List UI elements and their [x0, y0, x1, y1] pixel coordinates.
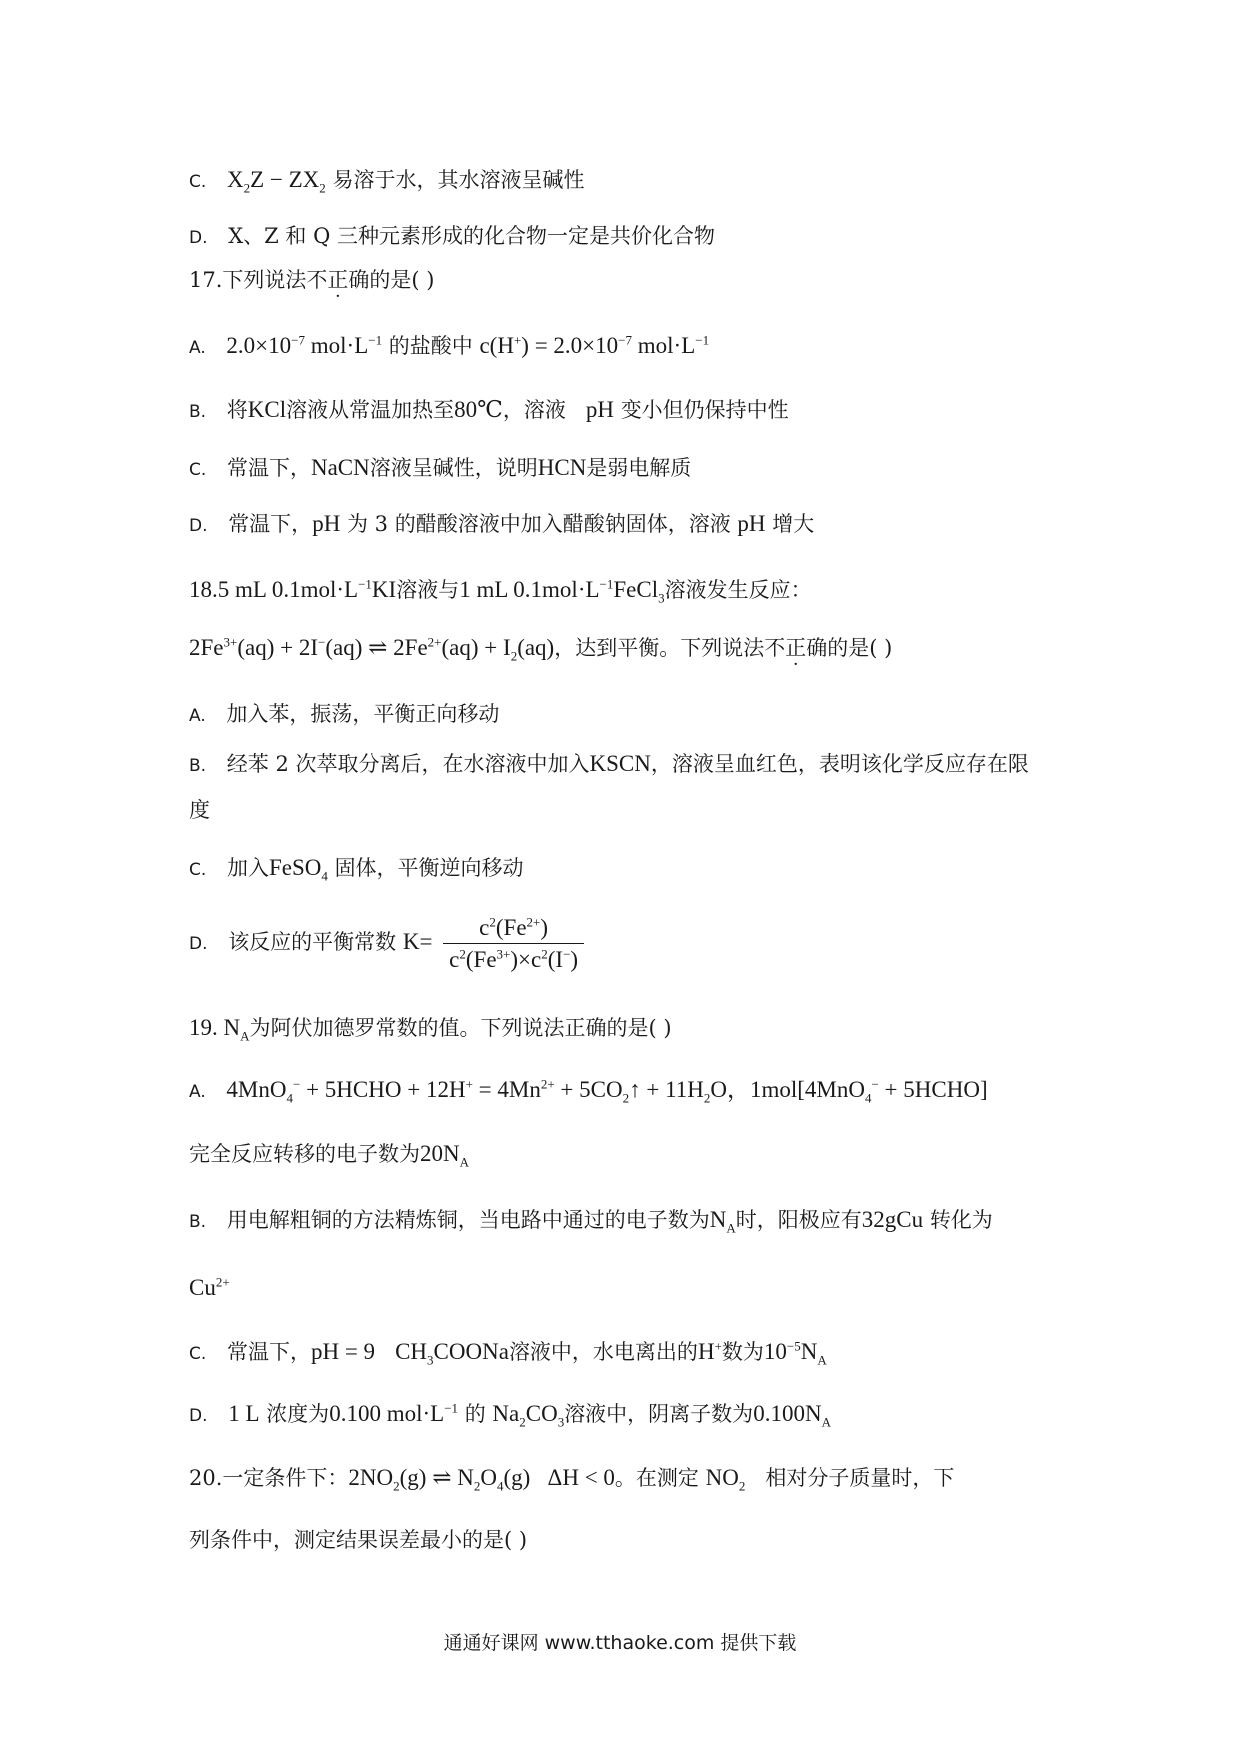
footer-source: 通通好课网 www.tthaoke.com 提供下载 [443, 1632, 797, 1654]
q20-stem-cont: 列条件中，测定结果误差最小的是( ) [189, 1528, 528, 1552]
equilibrium-fraction: $\frac{c^2(Fe^{2+})}{c^2(Fe^{3+})\times c^2(I^-)}$ [443, 916, 584, 971]
q19-option-b-cont: $Cu^{2+}$ [189, 1274, 230, 1300]
option-label: B. [189, 756, 207, 776]
q19-stem: 19. $N_A$为阿伏加德罗常数的值。下列说法正确的是( ) [189, 1015, 672, 1044]
option-label: C. [189, 460, 207, 480]
option-label: A. [189, 338, 206, 358]
formula: $2.0\times 10^{-7}$ $mol\cdot L^{-1}$ [226, 332, 383, 358]
emphasis-dots: 不正确 [764, 636, 828, 660]
q16-option-d [189, 226, 715, 247]
q19-option-b: B. 用电解粗铜的方法精炼铜，当电路中通过的电子数为$N_A$时，阳极应有32gCu 转化为 [189, 1207, 993, 1236]
q17-option-a: A. $2.0\times 10^{-7}$ $mol\cdot L^{-1}$ 的盐酸中 $c(H^+) = 2.0\times 10^{-7}$ $mol\cdot L^{-1}$ [189, 332, 710, 358]
q17-stem: 17.下列说法不正确的是( ) [189, 268, 435, 292]
q19-option-a [189, 1076, 988, 1106]
q18-option-d: D. 该反应的平衡常数 K= $\frac{c^2(Fe^{2+})}{c^2(Fe^{3+})\times c^2(I^-)}$ [189, 916, 584, 971]
formula: $c(H^+) = 2.0\times 10^{-7}$ $mol\cdot L^{-1}$ [479, 332, 710, 358]
option-label: D. [189, 516, 208, 536]
q18-option-b-cont: 度 [189, 798, 210, 822]
q18-stem: 18.5 mL $0.1mol\cdot L^{-1}KI$溶液与1 mL $0.1mol\cdot L^{-1}FeCl_3$溶液发生反应： [189, 576, 812, 606]
option-label: D. [189, 228, 208, 248]
q18-option-b: B. 经苯 2 次萃取分离后，在水溶液中加入KSCN，溶液呈血红色，表明该化学反应存在限 [189, 751, 1029, 776]
q19-option-a-cont: 完全反应转移的电子数为$20N_A$ [189, 1141, 470, 1170]
option-label: B. [189, 1212, 207, 1232]
formula: $2Fe^{3+}(aq) + 2I^-(aq)$ ⇌ $2Fe^{2+}(aq) + I_2(aq)$ [189, 634, 555, 664]
q16-option-c [189, 167, 585, 196]
q17-option-c: C. 常温下，NaCN溶液呈碱性，说明HCN是弱电解质 [189, 455, 692, 480]
option-label: C. [189, 860, 207, 880]
formula: $X_2Z - ZX_2$ [226, 167, 326, 196]
q17-option-d: D. 常温下，pH 为 3 的醋酸溶液中加入醋酸钠固体，溶液 pH 增大 [189, 511, 815, 536]
formula: 4MnO$_4$− + 5HCHO + $12H^+ = 4Mn^{2+}$ + $5CO_2↑ + 11H_2O$，1mol[4MnO$_4$− + 5HCHO] [226, 1076, 988, 1106]
q20-stem: 20.一定条件下：$2NO_2(g)$ ⇌ $N_2O_4(g) \Delta H < 0$。在测定 $NO_2$ 相对分子质量时，下 [189, 1465, 955, 1494]
option-label: D. [189, 1406, 208, 1426]
q18-equation: $2Fe^{3+}(aq) + 2I^-(aq)$ ⇌ $2Fe^{2+}(aq) + I_2(aq)$，达到平衡。下列说法不正确的是( ) [189, 634, 893, 664]
q19-option-d: D. 1 L 浓度为0.100 $mol\cdot L^{-1}$ 的 $Na_2CO_3$溶液中，阴离子数为$0.100N_A$ [189, 1400, 831, 1430]
q19-option-c: C. 常温下，pH = 9 $CH_3COONa$溶液中，水电离出的H+数为$10^{-5}N_A$ [189, 1338, 827, 1368]
option-label: A. [189, 706, 206, 726]
emphasis-dots: 不正确 [306, 268, 370, 292]
option-label: C. [189, 172, 207, 192]
q18-option-a: A. 加入苯，振荡，平衡正向移动 [189, 702, 500, 726]
q17-option-b: B. 将KCl溶液从常温加热至80℃，溶液 pH 变小但仍保持中性 [189, 397, 789, 422]
option-text: X、Z 和 Q 三种元素形成的化合物一定是共价化合物 [228, 224, 715, 248]
option-label: B. [189, 402, 207, 422]
q18-option-c: C. 加入FeSO$_4$ 固体，平衡逆向移动 [189, 855, 524, 884]
option-label: C. [189, 1344, 207, 1364]
option-text: 易溶于水，其水溶液呈碱性 [332, 168, 585, 192]
option-label: A. [189, 1082, 206, 1102]
option-label: D. [189, 934, 208, 954]
